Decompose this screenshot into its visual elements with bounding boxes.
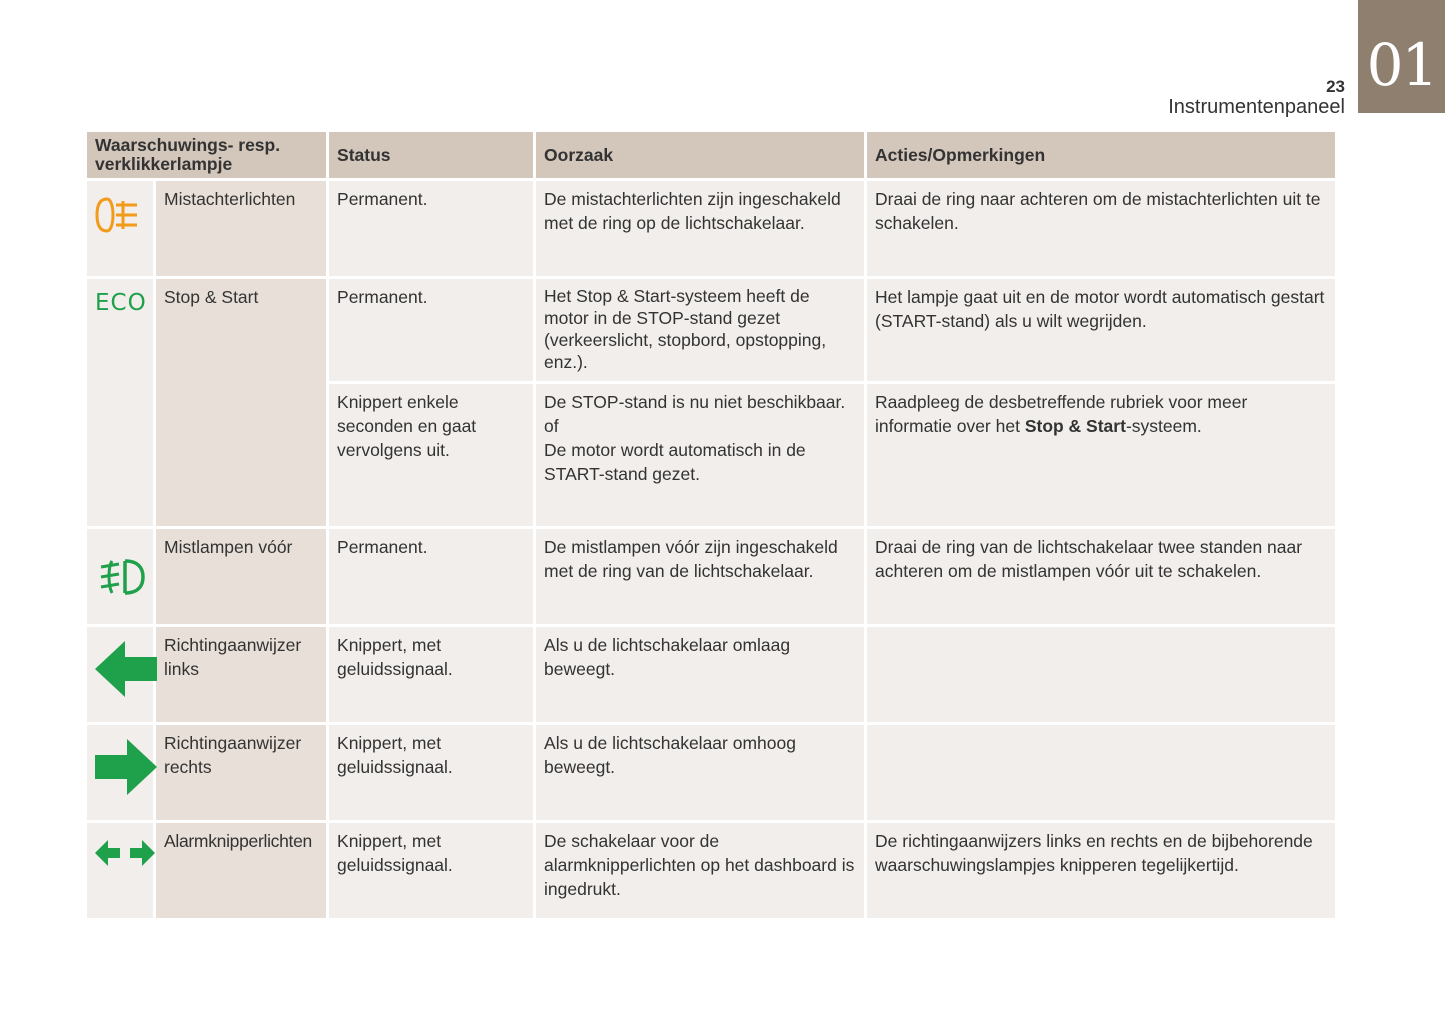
lamp-name: Mistlampen vóór xyxy=(156,529,326,624)
page-number: 23 xyxy=(1326,77,1345,96)
column-header-cause: Oorzaak xyxy=(536,132,864,178)
lamp-icon-cell xyxy=(87,627,153,722)
warning-lights-table xyxy=(84,129,1338,921)
table-header-row xyxy=(87,132,1335,178)
front-fog-light-icon xyxy=(95,557,145,603)
column-header-status: Status xyxy=(329,132,533,178)
eco-icon: ECO xyxy=(95,290,147,316)
table-row xyxy=(87,279,1335,381)
action-cell: Draai de ring van de lichtschakelaar twee standen naar achteren om de mistlampen vóór uit te schakelen. xyxy=(867,529,1335,624)
hazard-arrows-icon xyxy=(95,839,155,873)
status-cell: Permanent. xyxy=(329,181,533,276)
table-row xyxy=(87,823,1335,918)
lamp-name: Richtingaanwijzer rechts xyxy=(156,725,326,820)
action-cell xyxy=(867,384,1335,526)
lamp-icon-cell xyxy=(87,529,153,624)
action-cell: Het lampje gaat uit en de motor wordt automatisch gestart (START-stand) als u wilt wegrijden. xyxy=(867,279,1335,381)
rear-fog-light-icon xyxy=(95,195,141,241)
column-header-action: Acties/Opmerkingen xyxy=(867,132,1335,178)
table-row xyxy=(87,627,1335,722)
lamp-icon-cell xyxy=(87,279,153,526)
arrow-right-icon xyxy=(95,739,157,801)
status-cell: Permanent. xyxy=(329,529,533,624)
table-row xyxy=(87,725,1335,820)
action-emphasis: Stop & Start xyxy=(1024,416,1126,436)
action-cell xyxy=(867,627,1335,722)
cause-cell: De mistlampen vóór zijn ingeschakeld met de ring van de lichtschakelaar. xyxy=(536,529,864,624)
action-cell: Draai de ring naar achteren om de mistachterlichten uit te schakelen. xyxy=(867,181,1335,276)
status-cell: Permanent. xyxy=(329,279,533,381)
lamp-icon-cell xyxy=(87,823,153,918)
cause-cell: Als u de lichtschakelaar omhoog beweegt. xyxy=(536,725,864,820)
cause-cell xyxy=(536,384,864,526)
column-header-lamp: Waarschuwings- resp. verklikkerlampje xyxy=(87,132,326,178)
cause-cell: Het Stop & Start-systeem heeft de motor in de STOP-stand gezet (verkeerslicht, stopbord, opstopping, enz.). xyxy=(536,279,864,381)
cause-cell: De schakelaar voor de alarmknipperlichten op het dashboard is ingedrukt. xyxy=(536,823,864,918)
table-row xyxy=(87,529,1335,624)
lamp-name: Mistachterlichten xyxy=(156,181,326,276)
action-text: -systeem. xyxy=(1125,416,1202,436)
status-cell: Knippert, met geluidssignaal. xyxy=(329,627,533,722)
table-row xyxy=(87,181,1335,276)
lamp-name: Alarmknipperlichten xyxy=(156,823,326,918)
section-title: Instrumentenpaneel xyxy=(1168,96,1345,118)
status-cell: Knippert, met geluidssignaal. xyxy=(329,823,533,918)
cause-or: of xyxy=(544,416,559,436)
action-cell: De richtingaanwijzers links en rechts en de bijbehorende waarschuwingslampjes knipperen tegelijkertijd. xyxy=(867,823,1335,918)
cause-cell: Als u de lichtschakelaar omlaag beweegt. xyxy=(536,627,864,722)
status-cell: Knippert enkele seconden en gaat vervolgens uit. xyxy=(329,384,533,526)
lamp-icon-cell xyxy=(87,725,153,820)
cause-line: De motor wordt automatisch in de START-stand gezet. xyxy=(544,440,806,484)
lamp-name: Stop & Start xyxy=(156,279,326,526)
action-text: Raadpleeg de desbetreffende rubriek voor meer informatie over het xyxy=(875,392,1248,436)
arrow-left-icon xyxy=(95,641,157,703)
cause-cell: De mistachterlichten zijn ingeschakeld met de ring op de lichtschakelaar. xyxy=(536,181,864,276)
status-cell: Knippert, met geluidssignaal. xyxy=(329,725,533,820)
cause-line: De STOP-stand is nu niet beschikbaar. xyxy=(544,392,846,412)
lamp-name: Richtingaanwijzer links xyxy=(156,627,326,722)
action-cell xyxy=(867,725,1335,820)
lamp-icon-cell xyxy=(87,181,153,276)
chapter-tab: 01 xyxy=(1358,0,1445,113)
